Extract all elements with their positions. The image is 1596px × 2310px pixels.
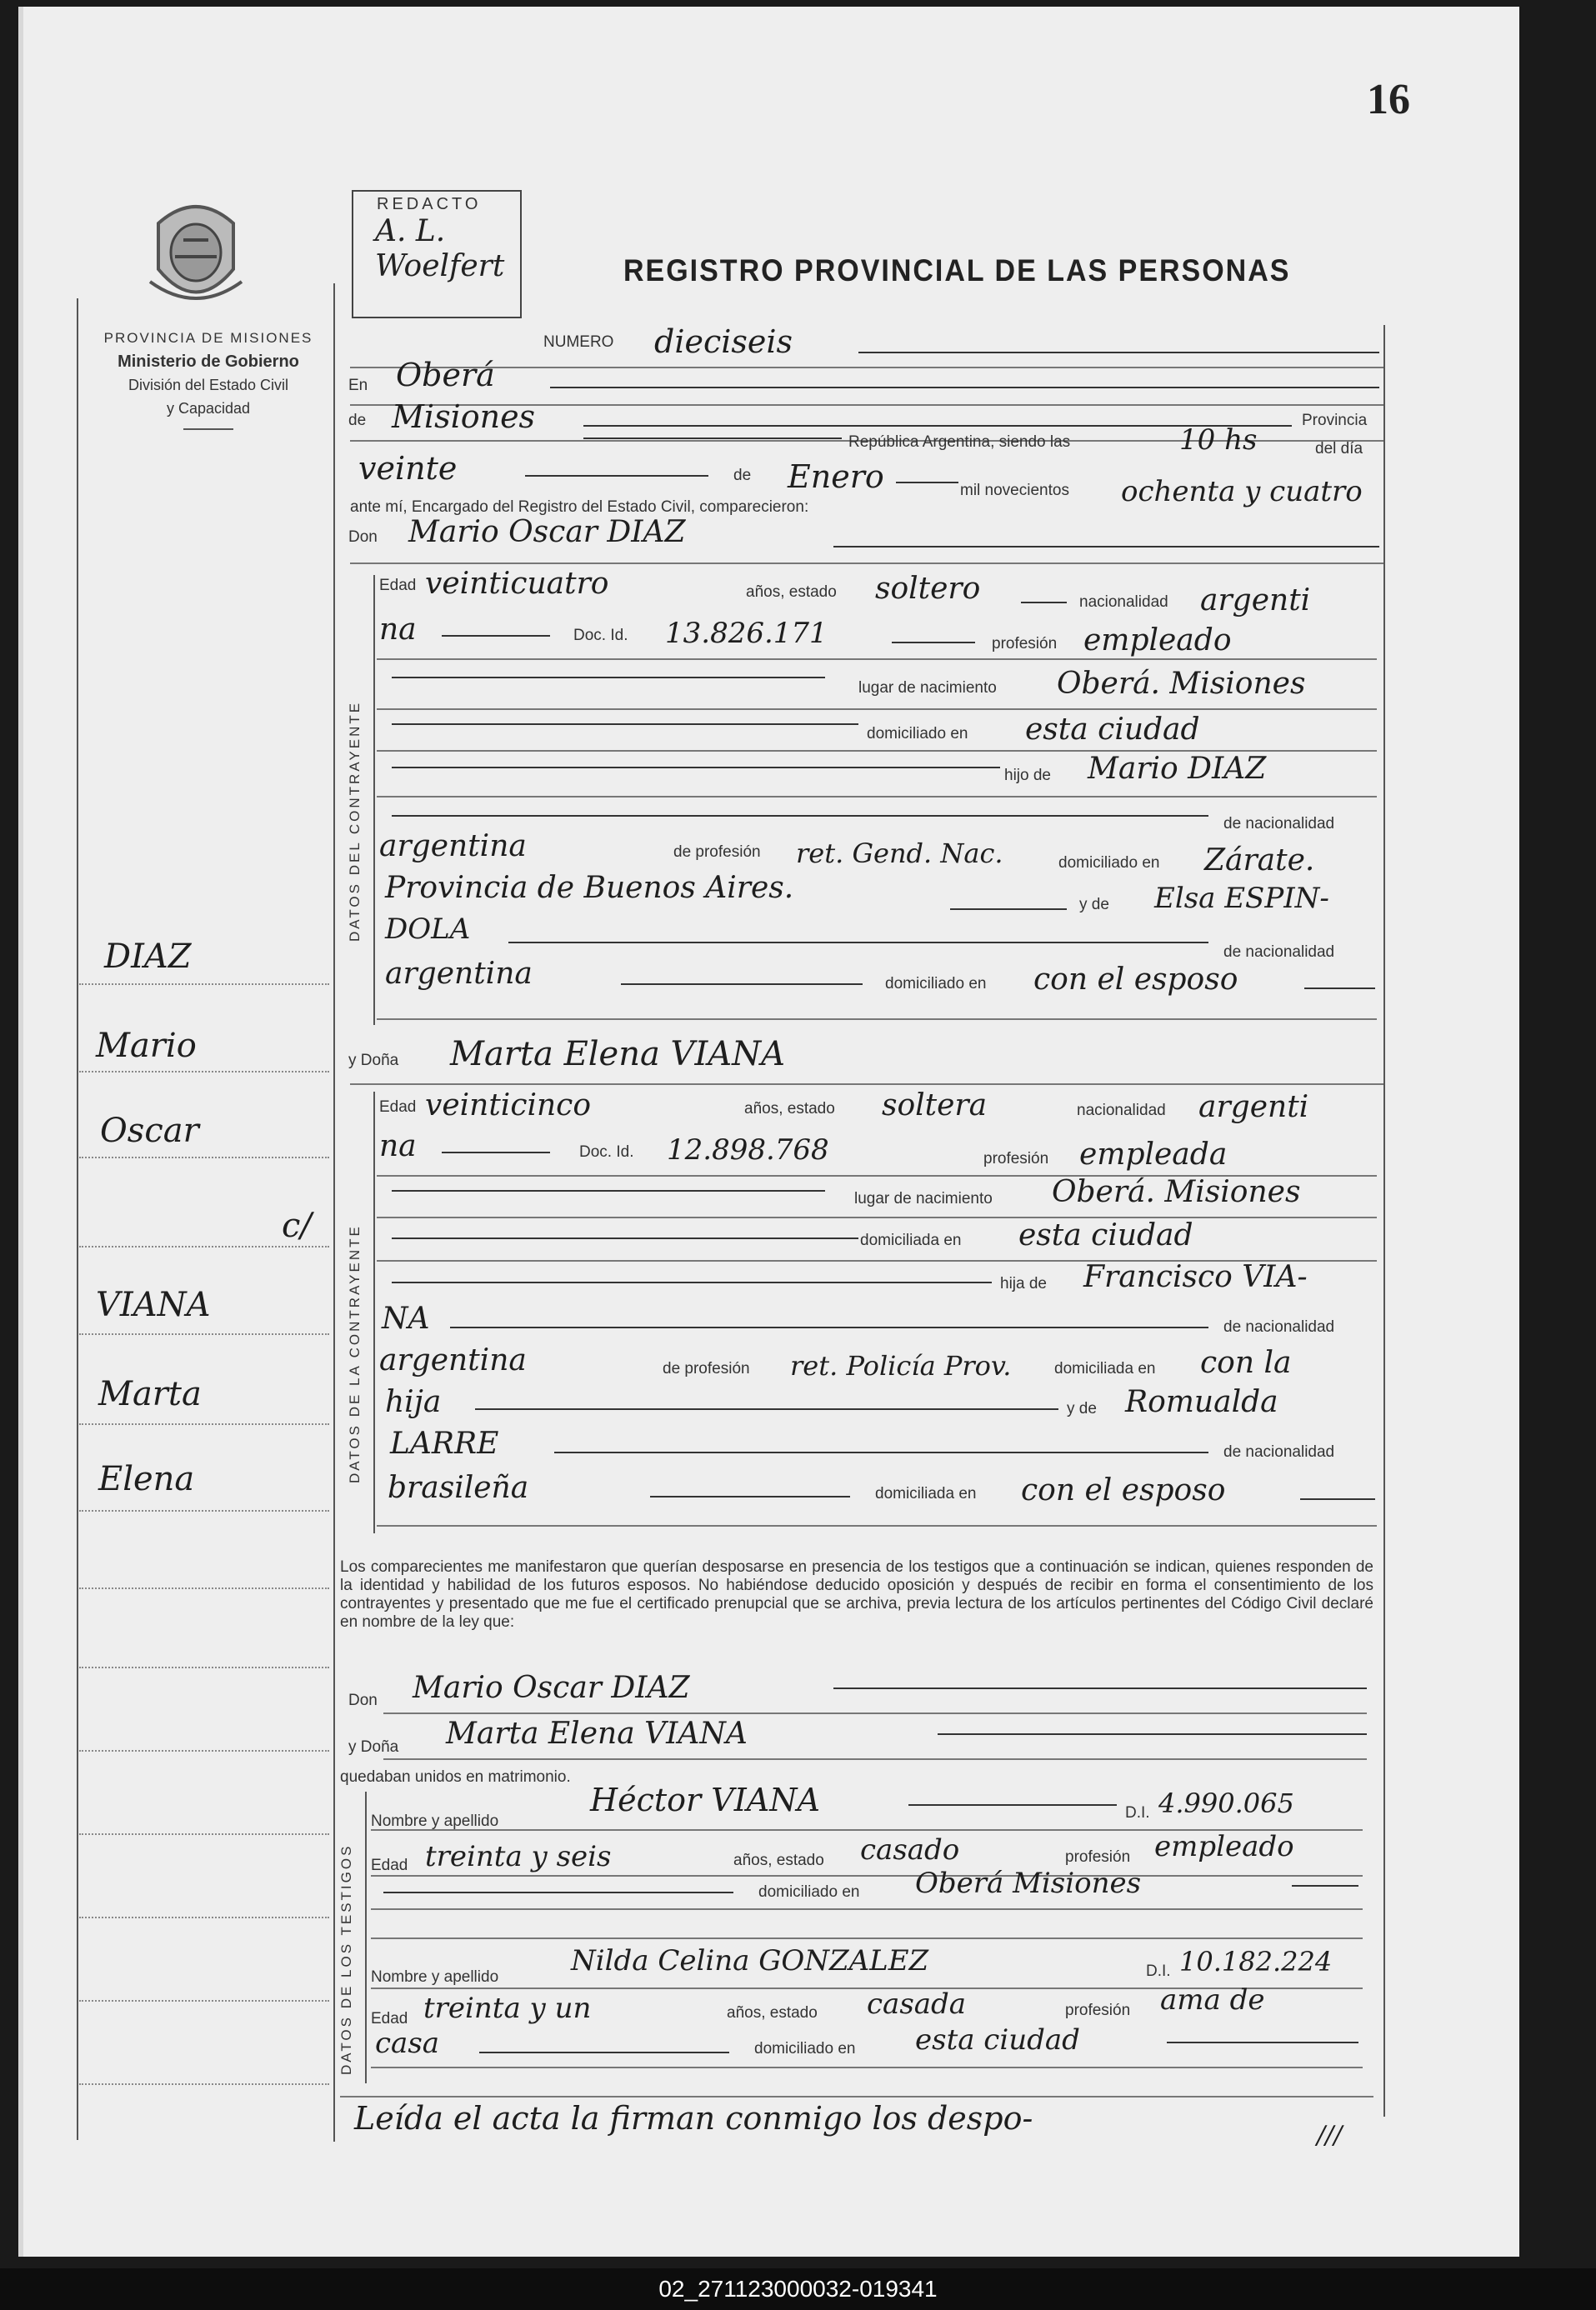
groom-profession: empleado bbox=[1083, 623, 1232, 658]
bride-marital-status: soltera bbox=[882, 1088, 988, 1122]
fill-dash bbox=[450, 1327, 1208, 1328]
groom-nationality-2: na bbox=[379, 612, 417, 647]
ante-text: ante mí, Encargado del Registro del Estado Civil, comparecieron: bbox=[350, 498, 809, 516]
form-right-border bbox=[1383, 325, 1385, 2117]
margin-dotted-line bbox=[79, 1833, 329, 1835]
margin-con-mark: c/ bbox=[282, 1207, 312, 1245]
fill-dash bbox=[383, 1892, 733, 1893]
groom-marital-status: soltero bbox=[875, 572, 981, 606]
form-rule bbox=[350, 562, 1383, 564]
act-year-words: ochenta y cuatro bbox=[1121, 475, 1363, 508]
groom-doc-id: 13.826.171 bbox=[665, 617, 828, 650]
bride-father-profession: ret. Policía Prov. bbox=[790, 1350, 1012, 1382]
y-de-label: y de bbox=[1079, 896, 1109, 913]
fill-dash bbox=[1292, 1885, 1358, 1887]
scan-file-id: 02_271123000032-019341 bbox=[658, 2276, 938, 2302]
fill-dash bbox=[508, 942, 1208, 943]
fill-dash bbox=[392, 723, 858, 725]
form-rule bbox=[350, 367, 1383, 368]
bride-data-side-label: DATOS DE LA CONTRAYENTE bbox=[347, 1224, 363, 1483]
mother-domiciliado-label: domiciliado en bbox=[885, 975, 987, 992]
margin-dotted-line bbox=[79, 983, 329, 985]
witness2-marital-status: casada bbox=[867, 1988, 967, 2021]
declaration-bride: Marta Elena VIANA bbox=[446, 1717, 748, 1751]
nombre-apellido-label: Nombre y apellido bbox=[371, 1812, 499, 1830]
hijo-de-label: hijo de bbox=[1004, 767, 1051, 784]
provincia-label: Provincia bbox=[1302, 412, 1368, 429]
di-label: D.I. bbox=[1125, 1804, 1150, 1822]
fill-dash bbox=[938, 1733, 1367, 1735]
month-de-label: de bbox=[733, 467, 752, 484]
anos-estado-label-w2: años, estado bbox=[727, 2004, 818, 2022]
register-title: REGISTRO PROVINCIAL DE LAS PERSONAS bbox=[623, 253, 1291, 288]
fill-dash bbox=[442, 635, 550, 637]
fill-dash bbox=[858, 352, 1379, 353]
father-domiciliado-label: domiciliado en bbox=[1058, 854, 1160, 872]
groom-father: Mario DIAZ bbox=[1088, 752, 1267, 786]
bride-birthplace: Oberá. Misiones bbox=[1052, 1175, 1301, 1209]
fill-dash bbox=[621, 983, 863, 985]
father-domiciliada-label: domiciliada en bbox=[1054, 1360, 1156, 1378]
form-rule bbox=[377, 1217, 1377, 1218]
lugar-nacimiento-label-bride: lugar de nacimiento bbox=[854, 1190, 993, 1208]
de-nacionalidad-label-2: de nacionalidad bbox=[1223, 943, 1335, 961]
groom-mother-1: Elsa ESPIN- bbox=[1154, 882, 1329, 915]
groom-mother-2: DOLA bbox=[385, 912, 471, 946]
groom-nationality-1: argenti bbox=[1200, 583, 1311, 618]
groom-age: veinticuatro bbox=[425, 567, 609, 601]
margin-surname-groom: DIAZ bbox=[104, 938, 192, 976]
act-place: Oberá bbox=[396, 357, 495, 393]
groom-data-bracket bbox=[373, 575, 375, 1025]
scan-id-bar bbox=[0, 2268, 1596, 2310]
declaration-groom: Mario Oscar DIAZ bbox=[413, 1671, 690, 1705]
fill-dash bbox=[479, 2052, 729, 2053]
domiciliado-label-w2: domiciliado en bbox=[754, 2040, 856, 2058]
margin-dotted-line bbox=[79, 1588, 329, 1589]
witness1-name: Héctor VIANA bbox=[590, 1782, 820, 1818]
form-rule bbox=[350, 1083, 1383, 1085]
edad-label-bride: Edad bbox=[379, 1098, 417, 1116]
margin-dotted-line bbox=[79, 1246, 329, 1248]
margin-name-bride-1: Marta bbox=[98, 1375, 202, 1413]
de-profesion-label-bride: de profesión bbox=[663, 1360, 750, 1378]
fill-dash bbox=[392, 1282, 992, 1283]
closing-mark: /// bbox=[1317, 2121, 1343, 2150]
margin-name-bride-2: Elena bbox=[98, 1460, 195, 1498]
groom-father-domicile-2: Provincia de Buenos Aires. bbox=[385, 871, 794, 905]
fill-dash bbox=[475, 1408, 1058, 1410]
redacto-name-line1: A. L. bbox=[375, 214, 446, 248]
groom-data-side-label: DATOS DEL CONTRAYENTE bbox=[347, 700, 363, 942]
fill-dash bbox=[392, 677, 825, 678]
groom-domicile: esta ciudad bbox=[1025, 712, 1200, 747]
margin-dotted-line bbox=[79, 2000, 329, 2002]
nombre-apellido-label-2: Nombre y apellido bbox=[371, 1968, 499, 1986]
mil-novecientos-label: mil novecientos bbox=[960, 482, 1069, 499]
coat-of-arms-seal-icon bbox=[142, 190, 250, 315]
form-rule bbox=[383, 1758, 1367, 1760]
groom-mother-nationality: argentina bbox=[385, 957, 533, 991]
profesion-label-bride: profesión bbox=[983, 1150, 1049, 1168]
bride-data-bracket bbox=[373, 1092, 375, 1533]
bride-father-domicile-1: con la bbox=[1200, 1346, 1292, 1380]
margin-dotted-line bbox=[79, 1510, 329, 1512]
division-line: División del Estado Civil bbox=[128, 377, 289, 393]
de-label: de bbox=[348, 412, 367, 429]
fill-dash bbox=[650, 1496, 850, 1498]
margin-dotted-line bbox=[79, 1750, 329, 1752]
y-dona-label: y Doña bbox=[348, 1052, 399, 1069]
domiciliado-label-w1: domiciliado en bbox=[758, 1883, 860, 1901]
margin-name-groom-1: Mario bbox=[96, 1027, 197, 1065]
bride-domicile: esta ciudad bbox=[1018, 1218, 1193, 1252]
edad-label-w2: Edad bbox=[371, 2010, 408, 2028]
de-profesion-label: de profesión bbox=[673, 843, 761, 861]
redacto-label: REDACTO bbox=[377, 195, 482, 213]
witness2-di: 10.182.224 bbox=[1179, 1946, 1333, 1978]
witness1-age: treinta y seis bbox=[425, 1840, 612, 1873]
margin-dotted-line bbox=[79, 1071, 329, 1072]
form-rule bbox=[371, 2067, 1363, 2068]
de-nacionalidad-label-bride: de nacionalidad bbox=[1223, 1318, 1335, 1336]
margin-dotted-line bbox=[79, 1157, 329, 1158]
form-rule bbox=[377, 708, 1377, 710]
fill-dash bbox=[896, 482, 958, 483]
bride-father-2: NA bbox=[382, 1302, 430, 1336]
del-dia-label: del día bbox=[1315, 440, 1363, 458]
fill-dash bbox=[833, 546, 1379, 548]
form-rule bbox=[371, 1908, 1363, 1910]
form-rule bbox=[377, 658, 1377, 660]
fill-dash bbox=[554, 1452, 1208, 1453]
fill-dash bbox=[1304, 988, 1375, 989]
act-hour: 10 hs bbox=[1179, 423, 1258, 457]
province-line: PROVINCIA DE MISIONES bbox=[103, 330, 313, 346]
witness1-di: 4.990.065 bbox=[1158, 1788, 1294, 1819]
bride-nationality-1: argenti bbox=[1198, 1090, 1309, 1124]
capacity-line: y Capacidad bbox=[166, 400, 251, 417]
groom-father-profession: ret. Gend. Nac. bbox=[796, 838, 1003, 869]
act-province: Misiones bbox=[392, 398, 536, 435]
form-rule bbox=[371, 1875, 1363, 1877]
act-month: Enero bbox=[788, 458, 884, 495]
margin-column-divider bbox=[333, 283, 335, 2142]
witness2-name: Nilda Celina GONZALEZ bbox=[571, 1944, 929, 1978]
issuing-authority bbox=[67, 327, 350, 430]
witness2-profession-2: casa bbox=[375, 2027, 440, 2060]
fill-dash bbox=[392, 815, 1208, 817]
margin-dotted-line bbox=[79, 2083, 329, 2085]
doc-id-label: Doc. Id. bbox=[573, 627, 628, 644]
quedaban-text: quedaban unidos en matrimonio. bbox=[340, 1768, 571, 1786]
bride-age: veinticinco bbox=[425, 1088, 592, 1122]
bride-father-nationality: argentina bbox=[379, 1343, 527, 1378]
de-nacionalidad-label: de nacionalidad bbox=[1223, 815, 1335, 832]
y-de-label-bride: y de bbox=[1067, 1400, 1097, 1418]
profesion-label-w2: profesión bbox=[1065, 2002, 1131, 2019]
edad-label: Edad bbox=[379, 577, 417, 594]
fill-dash bbox=[550, 387, 1379, 388]
fill-dash bbox=[950, 908, 1067, 910]
anos-estado-label: años, estado bbox=[746, 583, 837, 601]
profesion-label: profesión bbox=[992, 635, 1058, 652]
redacto-box bbox=[352, 190, 522, 318]
margin-name-groom-2: Oscar bbox=[100, 1112, 199, 1150]
bride-mother-2: LARRE bbox=[390, 1427, 499, 1461]
fill-dash bbox=[1167, 2042, 1358, 2043]
bride-mother-nationality: brasileña bbox=[388, 1471, 529, 1505]
form-rule bbox=[383, 1712, 1367, 1714]
margin-surname-bride: VIANA bbox=[96, 1286, 211, 1324]
witness2-profession-1: ama de bbox=[1160, 1983, 1265, 2017]
margin-left-border bbox=[77, 298, 78, 2140]
bride-father-1: Francisco VIA- bbox=[1083, 1260, 1308, 1294]
redacto-name-line2: Woelfert bbox=[375, 249, 505, 283]
don-label: Don bbox=[348, 528, 378, 546]
declaration-text: Los comparecientes me manifestaron que querían desposarse en presencia de los testigos que a continuación se indican, quienes responden de la identidad y habilidad de los futuros esposos. No habiéndose deducido oposición y después de recibir en forma el consentimiento de los contrayentes y presentado que me fue el certificado prenupcial que se archiva, previa lectura de los artículos pertinentes del Código Civil declaré en nombre de la ley que: bbox=[340, 1558, 1373, 1631]
witness-data-bracket bbox=[365, 1792, 367, 2083]
bride-nationality-2: na bbox=[379, 1129, 417, 1163]
margin-dotted-line bbox=[79, 1423, 329, 1425]
mother-domiciliada-label: domiciliada en bbox=[875, 1485, 977, 1502]
fill-dash bbox=[833, 1688, 1367, 1689]
bride-father-domicile-2: hija bbox=[385, 1385, 442, 1419]
y-dona-label-2: y Doña bbox=[348, 1738, 399, 1756]
witness-data-side-label: DATOS DE LOS TESTIGOS bbox=[338, 1843, 354, 2075]
margin-dotted-line bbox=[79, 1667, 329, 1668]
ministry-line: Ministerio de Gobierno bbox=[118, 352, 299, 371]
bride-mother-domicile: con el esposo bbox=[1021, 1473, 1226, 1508]
fill-dash bbox=[525, 475, 708, 477]
witness2-domicile: esta ciudad bbox=[915, 2023, 1080, 2057]
lugar-nacimiento-label: lugar de nacimiento bbox=[858, 679, 997, 697]
witness1-domicile: Oberá Misiones bbox=[915, 1867, 1142, 1900]
act-day: veinte bbox=[358, 450, 458, 487]
anos-estado-label-w1: años, estado bbox=[733, 1852, 824, 1869]
form-rule bbox=[340, 2096, 1373, 2098]
page-number: 16 bbox=[1367, 76, 1410, 123]
groom-mother-domicile: con el esposo bbox=[1033, 962, 1238, 997]
don-label-2: Don bbox=[348, 1692, 378, 1709]
nacionalidad-label-bride: nacionalidad bbox=[1077, 1102, 1166, 1119]
act-number: dieciseis bbox=[654, 323, 793, 360]
en-label: En bbox=[348, 377, 368, 394]
witness1-marital-status: casado bbox=[860, 1833, 960, 1867]
closing-text: Leída el acta la firman conmigo los despo- bbox=[354, 2100, 1033, 2137]
domiciliado-label: domiciliado en bbox=[867, 725, 968, 742]
di-label-2: D.I. bbox=[1146, 1962, 1171, 1980]
fill-dash bbox=[908, 1804, 1117, 1806]
groom-name: Mario Oscar DIAZ bbox=[408, 515, 686, 549]
domiciliada-label: domiciliada en bbox=[860, 1232, 962, 1249]
hija-de-label: hija de bbox=[1000, 1275, 1047, 1292]
form-rule bbox=[377, 1018, 1377, 1020]
fill-dash bbox=[392, 1190, 825, 1192]
form-rule bbox=[377, 796, 1377, 798]
groom-father-domicile-1: Zárate. bbox=[1204, 843, 1315, 878]
doc-id-label-bride: Doc. Id. bbox=[579, 1143, 634, 1161]
witness2-age: treinta y un bbox=[423, 1992, 592, 2025]
bride-doc-id: 12.898.768 bbox=[667, 1133, 829, 1167]
fill-dash bbox=[892, 642, 975, 643]
profesion-label-w1: profesión bbox=[1065, 1848, 1131, 1866]
groom-father-nationality: argentina bbox=[379, 829, 527, 863]
numero-label: NUMERO bbox=[543, 333, 614, 351]
republica-text: República Argentina, siendo las bbox=[848, 433, 1071, 451]
margin-dotted-line bbox=[79, 1333, 329, 1335]
fill-dash bbox=[1021, 602, 1067, 603]
fill-dash bbox=[392, 1238, 858, 1239]
form-rule bbox=[371, 1938, 1363, 1939]
de-nacionalidad-label-bride-2: de nacionalidad bbox=[1223, 1443, 1335, 1461]
margin-dotted-line bbox=[79, 1917, 329, 1918]
fill-dash bbox=[392, 767, 1000, 768]
anos-estado-label-bride: años, estado bbox=[744, 1100, 835, 1118]
witness1-profession: empleado bbox=[1154, 1830, 1294, 1863]
fill-dash bbox=[442, 1152, 550, 1153]
bride-name: Marta Elena VIANA bbox=[450, 1035, 786, 1073]
nacionalidad-label: nacionalidad bbox=[1079, 593, 1168, 611]
authority-divider bbox=[183, 428, 233, 430]
form-rule bbox=[377, 1525, 1377, 1527]
fill-dash bbox=[1300, 1498, 1375, 1500]
edad-label-w1: Edad bbox=[371, 1857, 408, 1874]
fill-dash bbox=[583, 438, 842, 439]
bride-mother-1: Romualda bbox=[1125, 1385, 1278, 1419]
groom-birthplace: Oberá. Misiones bbox=[1057, 667, 1306, 701]
bride-profession: empleada bbox=[1079, 1138, 1228, 1172]
